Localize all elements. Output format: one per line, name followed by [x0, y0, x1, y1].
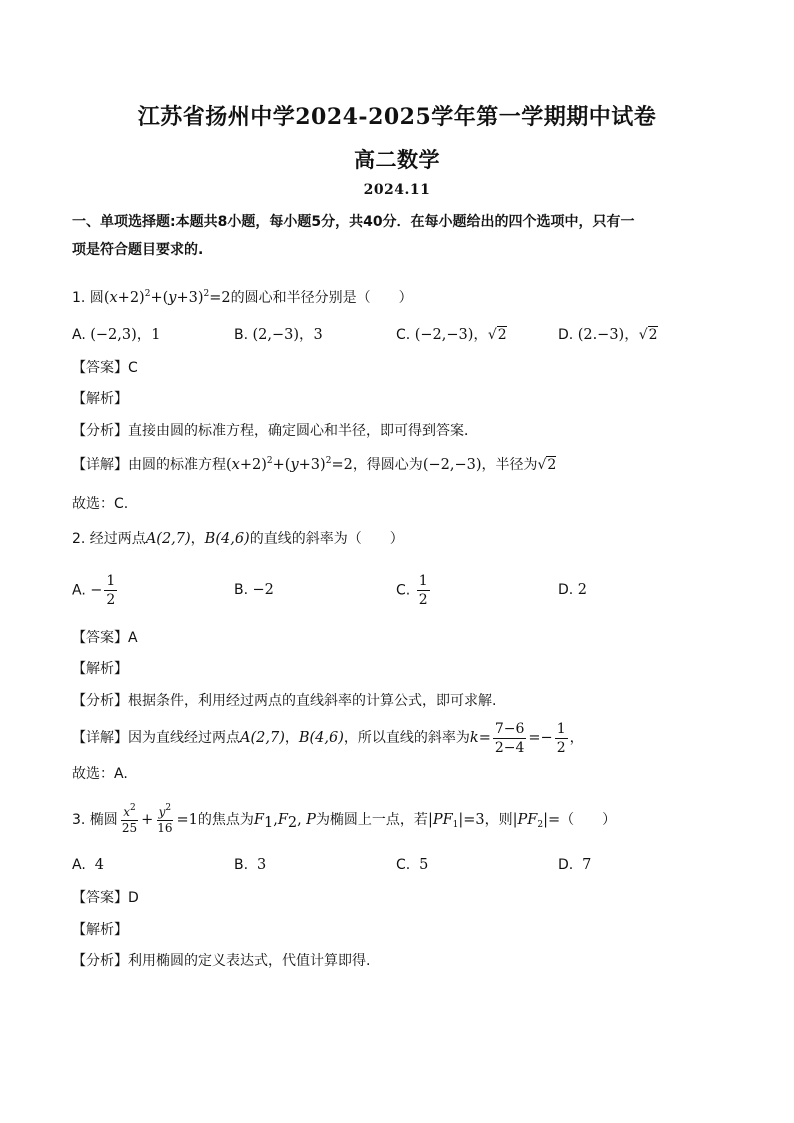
q1-xiangjie: 【详解】由圆的标准方程$(x+2)^2+(y+3)^2=2$，得圆心为(−2,−3)，半径为√2 [72, 456, 557, 473]
q2-jiexi: 【解析】 [72, 661, 128, 677]
q1-fenxi: 【分析】直接由圆的标准方程，确定圆心和半径，即可得到答案． [72, 423, 478, 439]
exam-subject: 高二数学 [354, 147, 440, 172]
q1-option-b: B. (2,−3)，3 [234, 327, 323, 343]
q2-fenxi: 【分析】根据条件，利用经过两点的直线斜率的计算公式，即可求解. [72, 693, 497, 709]
q3-option-d: D. 7 [558, 857, 592, 873]
q2-option-d: D. 2 [558, 582, 587, 598]
q1-conclusion: 故选：C. [72, 496, 129, 512]
q3-jiexi: 【解析】 [72, 922, 128, 938]
q2-conclusion: 故选：A. [72, 766, 128, 782]
q2-option-c: C. $\frac{1}{2}$ [396, 573, 428, 608]
q1-option-d: D. (2.−3)，√2 [558, 327, 658, 343]
q3-fenxi: 【分析】利用椭圆的定义表达式，代值计算即得. [72, 953, 371, 969]
q1-jiexi: 【解析】 [72, 391, 128, 407]
exam-date: 2024.11 [363, 182, 431, 198]
q2-xiangjie: 【详解】因为直线经过两点A(2,7)，B(4,6)，所以直线的斜率为k= $\frac{7-6}{2-4}$ =− $\frac{1}{2}$ ， [72, 720, 584, 756]
q1-stem: 1. 圆$(x+2)^2+(y+3)^2=2$的圆心和半径分别是（ ） [72, 289, 413, 306]
q3-stem: 3. 椭圆 $\frac{x^2}{25}$ + $\frac{y^2}{16}$ =1的焦点为$F_1,F_2$, P为椭圆上一点，若$|PF_1|=3$，则$|PF_2|=$（ ） [72, 802, 617, 835]
q1-equation: $(x+2)^2+(y+3)^2=2$ [103, 289, 231, 306]
q1-answer: 【答案】C [72, 360, 138, 376]
q2-option-b: B. −2 [234, 582, 274, 598]
q2-answer: 【答案】A [72, 630, 138, 646]
exam-title: 江苏省扬州中学2024-2025学年第一学期期中试卷 [137, 104, 657, 130]
section-heading-line2: 项是符合题目要求的. [72, 242, 204, 258]
q3-option-a: A. 4 [72, 857, 104, 873]
q2-stem: 2. 经过两点A(2,7)，B(4,6)的直线的斜率为（ ） [72, 531, 404, 547]
q1-option-a: A. (−2,3)，1 [72, 327, 161, 343]
section-heading-line1: 一、单项选择题:本题共8小题，每小题5分，共40分．在每小题给出的四个选项中，只有一 [72, 214, 635, 230]
q1-option-c: C. (−2,−3)，√2 [396, 327, 507, 343]
q3-answer: 【答案】D [72, 890, 139, 906]
q2-option-a: A. − $\frac{1}{2}$ [72, 573, 116, 608]
q3-option-c: C. 5 [396, 857, 429, 873]
q3-option-b: B. 3 [234, 857, 267, 873]
